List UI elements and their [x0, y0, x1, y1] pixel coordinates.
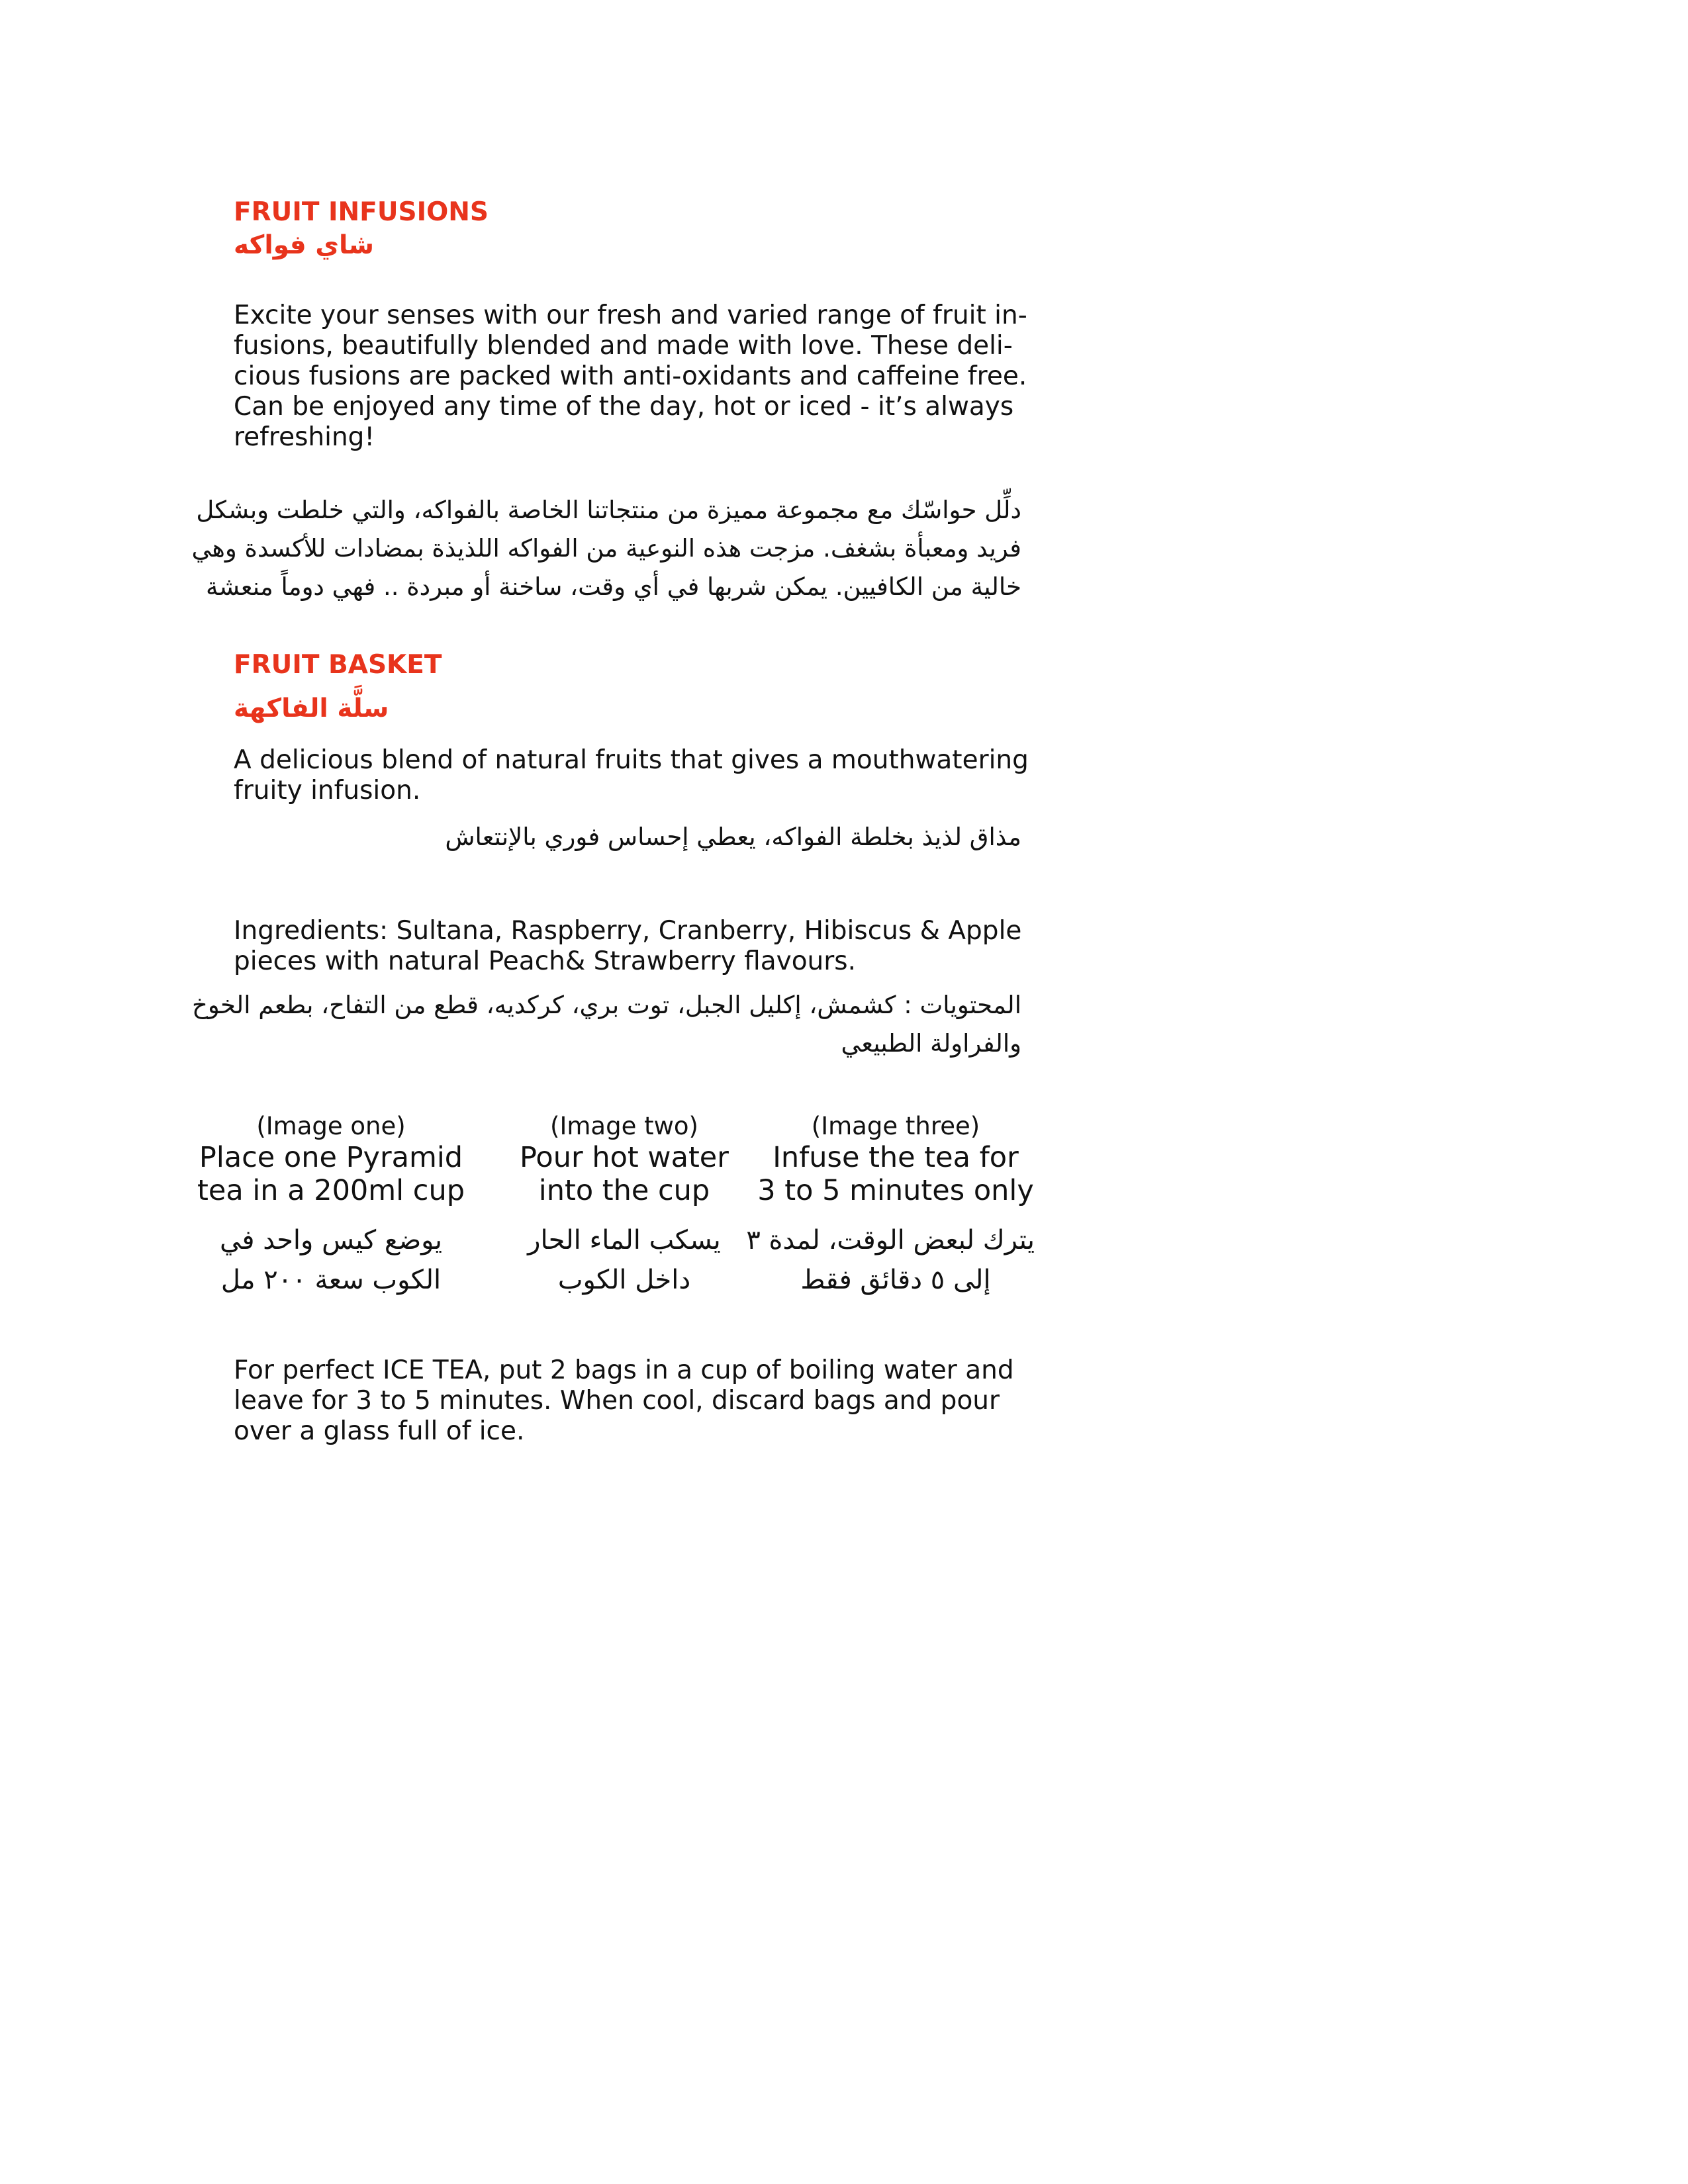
step-instruction-line: 3 to 5 minutes only — [757, 1174, 1034, 1207]
step-instruction-line: Place one Pyramid — [199, 1141, 463, 1174]
step-instruction-arabic-line: يسكب الماء الحار — [528, 1225, 721, 1255]
section-title-fruit-basket: FRUIT BASKET — [234, 650, 442, 680]
description-arabic-line: مذاق لذيذ بخلطة الفواكه، يعطي إحساس فوري بالإنتعاش — [445, 823, 1021, 851]
ice-tea-line: leave for 3 to 5 minutes. When cool, discard bags and pour — [234, 1386, 1000, 1416]
step-image-label: (Image one) — [256, 1112, 406, 1140]
step-two — [485, 1112, 763, 1300]
intro-line: cious fusions are packed with anti-oxidants and caffeine free. — [234, 361, 1027, 391]
intro-line: fusions, beautifully blended and made with love. These deli- — [234, 331, 1013, 361]
intro-line: Excite your senses with our fresh and varied range of fruit in- — [234, 300, 1027, 330]
intro-arabic-line: فريد ومعبأة بشغف. مزجت هذه النوعية من الفواكه اللذيذة بمضادات للأكسدة وهي — [191, 534, 1021, 563]
step-three — [746, 1112, 1035, 1300]
ingredients-line: Ingredients: Sultana, Raspberry, Cranberry, Hibiscus & Apple — [234, 916, 1022, 946]
step-instruction-arabic-line: إلى ٥ دقائق فقط — [800, 1265, 991, 1295]
step-instruction-arabic-line: يوضع كيس واحد في — [220, 1225, 442, 1255]
intro-arabic-line: خالية من الكافيين. يمكن شربها في أي وقت، ساخنة أو مبردة .. فهي دوماً منعشة — [206, 572, 1021, 601]
description-line: fruity infusion. — [234, 776, 421, 805]
section-title-fruit-infusions-arabic: شاي فواكه — [234, 230, 375, 260]
ice-tea-paragraph — [234, 1355, 1028, 1447]
intro-paragraph — [234, 300, 1028, 453]
fruit-basket-description-arabic — [234, 818, 1021, 856]
description-line: A delicious blend of natural fruits that gives a mouthwatering — [234, 745, 1029, 775]
ingredients-paragraph-arabic — [192, 986, 1021, 1063]
step-instruction-arabic-line: داخل الكوب — [557, 1265, 691, 1295]
step-instruction-arabic-line: يترك لبعض الوقت، لمدة ٣ — [746, 1225, 1035, 1255]
intro-line: refreshing! — [234, 422, 375, 452]
step-one — [192, 1112, 470, 1300]
step-instruction-line: tea in a 200ml cup — [197, 1174, 465, 1207]
ingredients-arabic-line: المحتويات : كشمش، إكليل الجبل، توت بري، كركديه، قطع من التفاح، بطعم الخوخ — [192, 991, 1021, 1019]
ingredients-arabic-line: والفراولة الطبيعي — [841, 1029, 1021, 1058]
ingredients-paragraph — [234, 916, 1028, 977]
step-instruction-arabic-line: الكوب سعة ٢٠٠ مل — [220, 1265, 442, 1295]
ice-tea-line: over a glass full of ice. — [234, 1416, 525, 1446]
intro-line: Can be enjoyed any time of the day, hot or iced - it’s always — [234, 392, 1014, 422]
ice-tea-line: For perfect ICE TEA, put 2 bags in a cup of boiling water and — [234, 1355, 1014, 1385]
intro-paragraph-arabic — [191, 491, 1021, 606]
step-instruction-line: into the cup — [538, 1174, 710, 1207]
ingredients-line: pieces with natural Peach& Strawberry flavours. — [234, 946, 857, 976]
step-instruction-line: Pour hot water — [520, 1141, 729, 1174]
step-instruction-line: Infuse the tea for — [773, 1141, 1019, 1174]
fruit-basket-description — [234, 745, 1028, 806]
section-title-fruit-infusions: FRUIT INFUSIONS — [234, 197, 489, 227]
section-title-fruit-basket-arabic: سلَّة الفاكهة — [234, 694, 389, 723]
step-image-label: (Image two) — [550, 1112, 698, 1140]
step-image-label: (Image three) — [811, 1112, 980, 1140]
intro-arabic-line: دلِّل حواسّك مع مجموعة مميزة من منتجاتنا الخاصة بالفواكه، والتي خلطت وبشكل — [196, 496, 1021, 524]
